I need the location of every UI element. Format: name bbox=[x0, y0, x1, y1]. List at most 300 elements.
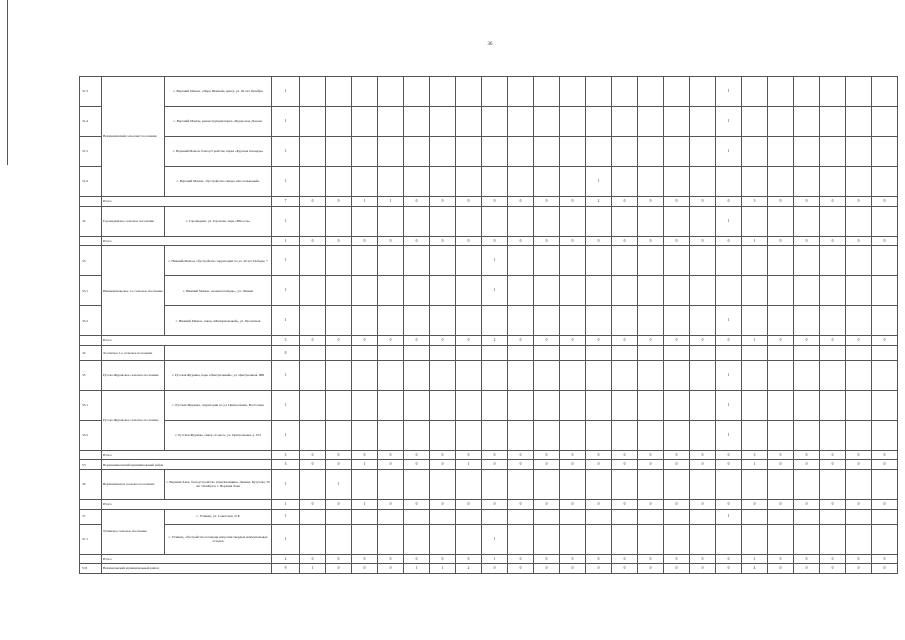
value-cell bbox=[534, 107, 560, 137]
subtotal-value: 0 bbox=[664, 499, 690, 509]
value-cell bbox=[378, 524, 404, 554]
value-cell bbox=[404, 345, 430, 360]
value-cell: 1 bbox=[716, 77, 742, 107]
row-number: VII bbox=[80, 564, 102, 574]
value-cell bbox=[794, 345, 820, 360]
subtotal-value: 0 bbox=[846, 450, 872, 460]
subtotal-value: 0 bbox=[638, 336, 664, 346]
table-row bbox=[80, 107, 898, 137]
value-cell bbox=[690, 420, 716, 450]
subtotal-value: 0 bbox=[456, 197, 482, 207]
value-cell bbox=[768, 276, 794, 306]
value-cell bbox=[768, 420, 794, 450]
value-cell bbox=[300, 524, 326, 554]
row-number: 34 bbox=[80, 345, 102, 360]
value-cell bbox=[742, 206, 768, 236]
subtotal-value: 0 bbox=[690, 554, 716, 564]
value-cell bbox=[872, 77, 898, 107]
value-cell bbox=[352, 509, 378, 524]
value-cell bbox=[560, 107, 586, 137]
district-total-value: 0 bbox=[846, 460, 872, 470]
value-cell bbox=[404, 306, 430, 336]
value-cell bbox=[404, 524, 430, 554]
subtotal-value: 0 bbox=[430, 197, 456, 207]
subtotal-value: 0 bbox=[352, 450, 378, 460]
district-total-value: 0 bbox=[664, 460, 690, 470]
value-cell bbox=[326, 137, 352, 167]
subtotal-value: 0 bbox=[534, 499, 560, 509]
value-cell bbox=[638, 360, 664, 390]
subtotal-value: 0 bbox=[768, 197, 794, 207]
value-cell bbox=[430, 524, 456, 554]
district-total-value: 0 bbox=[846, 564, 872, 574]
value-cell bbox=[560, 167, 586, 197]
subtotal-value: 0 bbox=[664, 197, 690, 207]
value-cell bbox=[638, 167, 664, 197]
subtotal-value: 0 bbox=[300, 450, 326, 460]
table-row bbox=[80, 137, 898, 167]
district-total-value: 0 bbox=[872, 460, 898, 470]
value-cell bbox=[820, 77, 846, 107]
value-cell bbox=[638, 77, 664, 107]
value-cell bbox=[664, 524, 690, 554]
value-cell bbox=[872, 107, 898, 137]
value-cell bbox=[872, 137, 898, 167]
settlement-name: Русско-Журавское сельское поселение bbox=[102, 360, 165, 390]
table-row bbox=[80, 306, 898, 336]
value-cell bbox=[560, 524, 586, 554]
value-cell bbox=[586, 107, 612, 137]
district-total-value: 1 bbox=[404, 564, 430, 574]
value-cell bbox=[612, 524, 638, 554]
row-number: 31.3 bbox=[80, 77, 102, 107]
subtotal-value: 0 bbox=[664, 450, 690, 460]
value-cell bbox=[690, 469, 716, 499]
value-cell bbox=[560, 276, 586, 306]
subtotal-value: 0 bbox=[430, 336, 456, 346]
subtotal-value: 0 bbox=[690, 236, 716, 246]
subtotal-value: 0 bbox=[534, 336, 560, 346]
subtotal-value: 0 bbox=[560, 499, 586, 509]
value-cell bbox=[872, 345, 898, 360]
value-cell bbox=[508, 390, 534, 420]
value-cell bbox=[872, 360, 898, 390]
value-cell bbox=[508, 360, 534, 390]
value-cell bbox=[872, 246, 898, 276]
subtotal-value: 0 bbox=[560, 197, 586, 207]
value-cell bbox=[352, 167, 378, 197]
value-cell bbox=[456, 524, 482, 554]
subtotal-value: 0 bbox=[846, 499, 872, 509]
value-cell bbox=[768, 206, 794, 236]
subtotal-value: 0 bbox=[690, 450, 716, 460]
value-cell bbox=[404, 77, 430, 107]
value-cell bbox=[820, 306, 846, 336]
subtotal-value: 0 bbox=[664, 336, 690, 346]
object-address: с. Русская Журавка, парк «Центральный», ул. Центральная, 68Б bbox=[165, 360, 272, 390]
value-cell bbox=[742, 137, 768, 167]
district-total-value: 0 bbox=[612, 564, 638, 574]
subtotal-value: 0 bbox=[560, 336, 586, 346]
value-cell bbox=[430, 360, 456, 390]
value-cell bbox=[482, 360, 508, 390]
value-cell bbox=[586, 360, 612, 390]
value-cell bbox=[456, 360, 482, 390]
value-cell: 1 bbox=[716, 360, 742, 390]
value-cell bbox=[820, 345, 846, 360]
subtotal-value: 0 bbox=[872, 336, 898, 346]
subtotal-value: 0 bbox=[716, 554, 742, 564]
settlement-name: Лосевское 1-е сельское поселение bbox=[102, 345, 165, 360]
object-address bbox=[165, 345, 272, 360]
value-cell bbox=[300, 107, 326, 137]
value-cell bbox=[612, 167, 638, 197]
value-cell bbox=[690, 276, 716, 306]
value-cell bbox=[404, 469, 430, 499]
district-total-value: 0 bbox=[638, 564, 664, 574]
value-cell bbox=[612, 420, 638, 450]
value-cell bbox=[352, 360, 378, 390]
value-cell bbox=[534, 360, 560, 390]
subtotal-value: 0 bbox=[768, 336, 794, 346]
value-cell bbox=[638, 390, 664, 420]
value-cell bbox=[690, 137, 716, 167]
value-cell bbox=[456, 420, 482, 450]
value-cell bbox=[300, 390, 326, 420]
district-total-value: 0 bbox=[612, 460, 638, 470]
value-cell bbox=[638, 276, 664, 306]
value-cell bbox=[586, 246, 612, 276]
value-cell: 1 bbox=[272, 107, 300, 137]
value-cell bbox=[612, 469, 638, 499]
value-cell bbox=[456, 469, 482, 499]
value-cell bbox=[508, 420, 534, 450]
value-cell: 1 bbox=[716, 137, 742, 167]
value-cell bbox=[482, 77, 508, 107]
row-number: 31.5 bbox=[80, 137, 102, 167]
subtotal-value: 0 bbox=[820, 197, 846, 207]
value-cell bbox=[742, 420, 768, 450]
subtotal-value: 0 bbox=[638, 450, 664, 460]
value-cell: 1 bbox=[326, 469, 352, 499]
value-cell bbox=[690, 390, 716, 420]
district-total-value: 0 bbox=[378, 564, 404, 574]
object-address: с. Верхний Мамон, «Парк Южный» центр, ул. 60 лет Октября bbox=[165, 77, 272, 107]
value-cell bbox=[352, 206, 378, 236]
subtotal-value: 0 bbox=[768, 236, 794, 246]
value-cell: 1 bbox=[716, 420, 742, 450]
value-cell bbox=[794, 246, 820, 276]
district-total-value: 0 bbox=[326, 460, 352, 470]
subtotal-value: 0 bbox=[482, 450, 508, 460]
value-cell bbox=[846, 137, 872, 167]
value-cell bbox=[352, 390, 378, 420]
table-row bbox=[80, 167, 898, 197]
value-cell bbox=[326, 420, 352, 450]
value-cell: 1 bbox=[272, 77, 300, 107]
subtotal-value: 1 bbox=[378, 197, 404, 207]
district-total-value: 0 bbox=[716, 460, 742, 470]
subtotal-label: Итого bbox=[102, 236, 272, 246]
value-cell bbox=[794, 167, 820, 197]
value-cell bbox=[664, 420, 690, 450]
subtotal-value: 0 bbox=[794, 336, 820, 346]
subtotal-value: 0 bbox=[508, 450, 534, 460]
value-cell bbox=[534, 390, 560, 420]
subtotal-value: 0 bbox=[586, 336, 612, 346]
value-cell bbox=[378, 206, 404, 236]
object-address: с. Верхний Мамон, благоустройство парка «Бурская площадь» bbox=[165, 137, 272, 167]
value-cell bbox=[560, 77, 586, 107]
value-cell bbox=[456, 107, 482, 137]
value-cell bbox=[664, 360, 690, 390]
value-cell bbox=[820, 107, 846, 137]
subtotal-value: 0 bbox=[586, 450, 612, 460]
subtotal-value: 0 bbox=[300, 554, 326, 564]
subtotal-value: 0 bbox=[820, 336, 846, 346]
value-cell bbox=[300, 345, 326, 360]
object-address: с. Верхняя Хава, благоустройство улиц Калинина, Ленина, Кутузова, 50 лет Октября в с. Верхняя Хава bbox=[165, 469, 272, 499]
value-cell bbox=[794, 469, 820, 499]
district-total-value: 1 bbox=[742, 460, 768, 470]
value-cell bbox=[534, 246, 560, 276]
subtotal-value: 0 bbox=[612, 197, 638, 207]
district-total-value: 0 bbox=[560, 460, 586, 470]
district-total-value: 0 bbox=[586, 564, 612, 574]
settlement-name: Углянское сельское поселение bbox=[102, 509, 165, 554]
value-cell bbox=[716, 524, 742, 554]
value-cell bbox=[586, 137, 612, 167]
value-cell bbox=[872, 509, 898, 524]
value-cell bbox=[560, 137, 586, 167]
row-number bbox=[80, 336, 102, 346]
value-cell bbox=[378, 276, 404, 306]
value-cell bbox=[846, 77, 872, 107]
subtotal-value: 1 bbox=[742, 554, 768, 564]
value-cell bbox=[352, 420, 378, 450]
value-cell: 1 bbox=[272, 246, 300, 276]
object-address: с. Нижний Мамон, сквер «Мемориальный», ул. Пролетная bbox=[165, 306, 272, 336]
value-cell bbox=[456, 390, 482, 420]
value-cell bbox=[508, 77, 534, 107]
value-cell bbox=[352, 469, 378, 499]
value-cell bbox=[378, 306, 404, 336]
value-cell bbox=[560, 206, 586, 236]
subtotal-value: 2 bbox=[272, 554, 300, 564]
data-table bbox=[79, 76, 898, 574]
value-cell bbox=[430, 137, 456, 167]
value-cell: 1 bbox=[272, 206, 300, 236]
value-cell bbox=[664, 390, 690, 420]
district-total-value: 0 bbox=[794, 460, 820, 470]
subtotal-value: 0 bbox=[872, 499, 898, 509]
district-total-value: 0 bbox=[768, 460, 794, 470]
value-cell bbox=[508, 306, 534, 336]
value-cell bbox=[612, 360, 638, 390]
object-address: с. Верхний Мамон, обустройство сквера «Костельковый» bbox=[165, 167, 272, 197]
value-cell bbox=[768, 107, 794, 137]
summary-row bbox=[80, 336, 898, 346]
value-cell bbox=[352, 345, 378, 360]
subtotal-value: 0 bbox=[378, 236, 404, 246]
value-cell bbox=[742, 509, 768, 524]
subtotal-value: 0 bbox=[820, 554, 846, 564]
value-cell bbox=[612, 206, 638, 236]
value-cell bbox=[534, 167, 560, 197]
value-cell bbox=[716, 469, 742, 499]
value-cell bbox=[794, 206, 820, 236]
value-cell bbox=[326, 524, 352, 554]
value-cell bbox=[404, 107, 430, 137]
value-cell bbox=[534, 345, 560, 360]
value-cell bbox=[846, 306, 872, 336]
subtotal-value: 0 bbox=[794, 554, 820, 564]
subtotal-value: 0 bbox=[716, 450, 742, 460]
value-cell bbox=[352, 246, 378, 276]
value-cell bbox=[430, 107, 456, 137]
value-cell: 1 bbox=[586, 167, 612, 197]
subtotal-value: 0 bbox=[768, 450, 794, 460]
value-cell: 1 bbox=[272, 137, 300, 167]
subtotal-value: 0 bbox=[378, 336, 404, 346]
district-total-value: 2 bbox=[456, 564, 482, 574]
subtotal-value: 0 bbox=[794, 236, 820, 246]
district-total-value: 0 bbox=[404, 460, 430, 470]
value-cell bbox=[586, 276, 612, 306]
value-cell bbox=[534, 524, 560, 554]
value-cell bbox=[612, 509, 638, 524]
row-number: 33.1 bbox=[80, 276, 102, 306]
value-cell: 1 bbox=[716, 206, 742, 236]
value-cell bbox=[534, 137, 560, 167]
row-number: 37 bbox=[80, 509, 102, 524]
value-cell bbox=[742, 360, 768, 390]
value-cell bbox=[326, 345, 352, 360]
subtotal-value: 0 bbox=[742, 499, 768, 509]
row-number: 33.2 bbox=[80, 306, 102, 336]
value-cell bbox=[300, 137, 326, 167]
value-cell bbox=[378, 77, 404, 107]
row-number: VI bbox=[80, 460, 102, 470]
value-cell: 1 bbox=[272, 167, 300, 197]
value-cell bbox=[378, 420, 404, 450]
value-cell bbox=[794, 306, 820, 336]
value-cell: 0 bbox=[272, 345, 300, 360]
value-cell bbox=[690, 206, 716, 236]
value-cell bbox=[430, 206, 456, 236]
value-cell bbox=[846, 524, 872, 554]
subtotal-value: 1 bbox=[742, 336, 768, 346]
value-cell bbox=[430, 390, 456, 420]
subtotal-value: 0 bbox=[846, 336, 872, 346]
subtotal-value: 0 bbox=[690, 499, 716, 509]
value-cell bbox=[326, 107, 352, 137]
subtotal-value: 3 bbox=[742, 450, 768, 460]
settlement-name: Нижнемамонское 1-е сельское поселение bbox=[102, 246, 165, 336]
subtotal-value: 0 bbox=[872, 197, 898, 207]
value-cell bbox=[586, 469, 612, 499]
subtotal-value: 0 bbox=[352, 554, 378, 564]
value-cell: 1 bbox=[716, 107, 742, 137]
district-total-value: 1 bbox=[430, 564, 456, 574]
value-cell bbox=[664, 509, 690, 524]
value-cell bbox=[742, 167, 768, 197]
value-cell: 1 bbox=[272, 469, 300, 499]
district-total-value: 0 bbox=[508, 460, 534, 470]
value-cell bbox=[638, 246, 664, 276]
value-cell bbox=[638, 306, 664, 336]
value-cell bbox=[378, 167, 404, 197]
value-cell bbox=[300, 77, 326, 107]
district-total-value: 0 bbox=[534, 460, 560, 470]
value-cell bbox=[378, 509, 404, 524]
subtotal-value: 0 bbox=[586, 499, 612, 509]
value-cell bbox=[534, 206, 560, 236]
row-number: 35.2 bbox=[80, 420, 102, 450]
value-cell bbox=[508, 524, 534, 554]
table-row bbox=[80, 345, 898, 360]
value-cell bbox=[768, 390, 794, 420]
subtotal-value: 0 bbox=[378, 499, 404, 509]
value-cell bbox=[846, 206, 872, 236]
subtotal-value: 0 bbox=[456, 554, 482, 564]
page-number: 36 bbox=[487, 42, 493, 47]
subtotal-label: Итого bbox=[102, 450, 272, 460]
district-total-value: 1 bbox=[352, 460, 378, 470]
value-cell bbox=[300, 246, 326, 276]
value-cell bbox=[560, 390, 586, 420]
subtotal-value: 0 bbox=[820, 236, 846, 246]
settlement-name: Горохидинское сельское поселение bbox=[102, 206, 165, 236]
subtotal-value: 0 bbox=[326, 336, 352, 346]
subtotal-value: 0 bbox=[872, 450, 898, 460]
value-cell bbox=[742, 306, 768, 336]
value-cell bbox=[534, 509, 560, 524]
district-total-value: 0 bbox=[664, 564, 690, 574]
value-cell bbox=[846, 107, 872, 137]
subtotal-value: 0 bbox=[534, 197, 560, 207]
value-cell bbox=[612, 77, 638, 107]
district-total-value: 0 bbox=[638, 460, 664, 470]
subtotal-value: 0 bbox=[456, 450, 482, 460]
table-row bbox=[80, 206, 898, 236]
value-cell bbox=[612, 276, 638, 306]
value-cell bbox=[872, 420, 898, 450]
subtotal-value: 0 bbox=[456, 336, 482, 346]
subtotal-value: 0 bbox=[326, 197, 352, 207]
value-cell bbox=[404, 390, 430, 420]
subtotal-value: 0 bbox=[534, 554, 560, 564]
subtotal-value: 0 bbox=[534, 450, 560, 460]
table-row bbox=[80, 77, 898, 107]
value-cell bbox=[638, 107, 664, 137]
value-cell bbox=[482, 420, 508, 450]
subtotal-value: 0 bbox=[378, 554, 404, 564]
value-cell bbox=[872, 469, 898, 499]
value-cell bbox=[430, 345, 456, 360]
subtotal-value: 0 bbox=[352, 336, 378, 346]
value-cell bbox=[742, 469, 768, 499]
value-cell bbox=[664, 137, 690, 167]
value-cell bbox=[430, 420, 456, 450]
value-cell bbox=[820, 137, 846, 167]
value-cell bbox=[378, 390, 404, 420]
value-cell bbox=[846, 420, 872, 450]
table-row bbox=[80, 420, 898, 450]
value-cell bbox=[560, 360, 586, 390]
district-total-value: 3 bbox=[272, 460, 300, 470]
summary-row bbox=[80, 450, 898, 460]
